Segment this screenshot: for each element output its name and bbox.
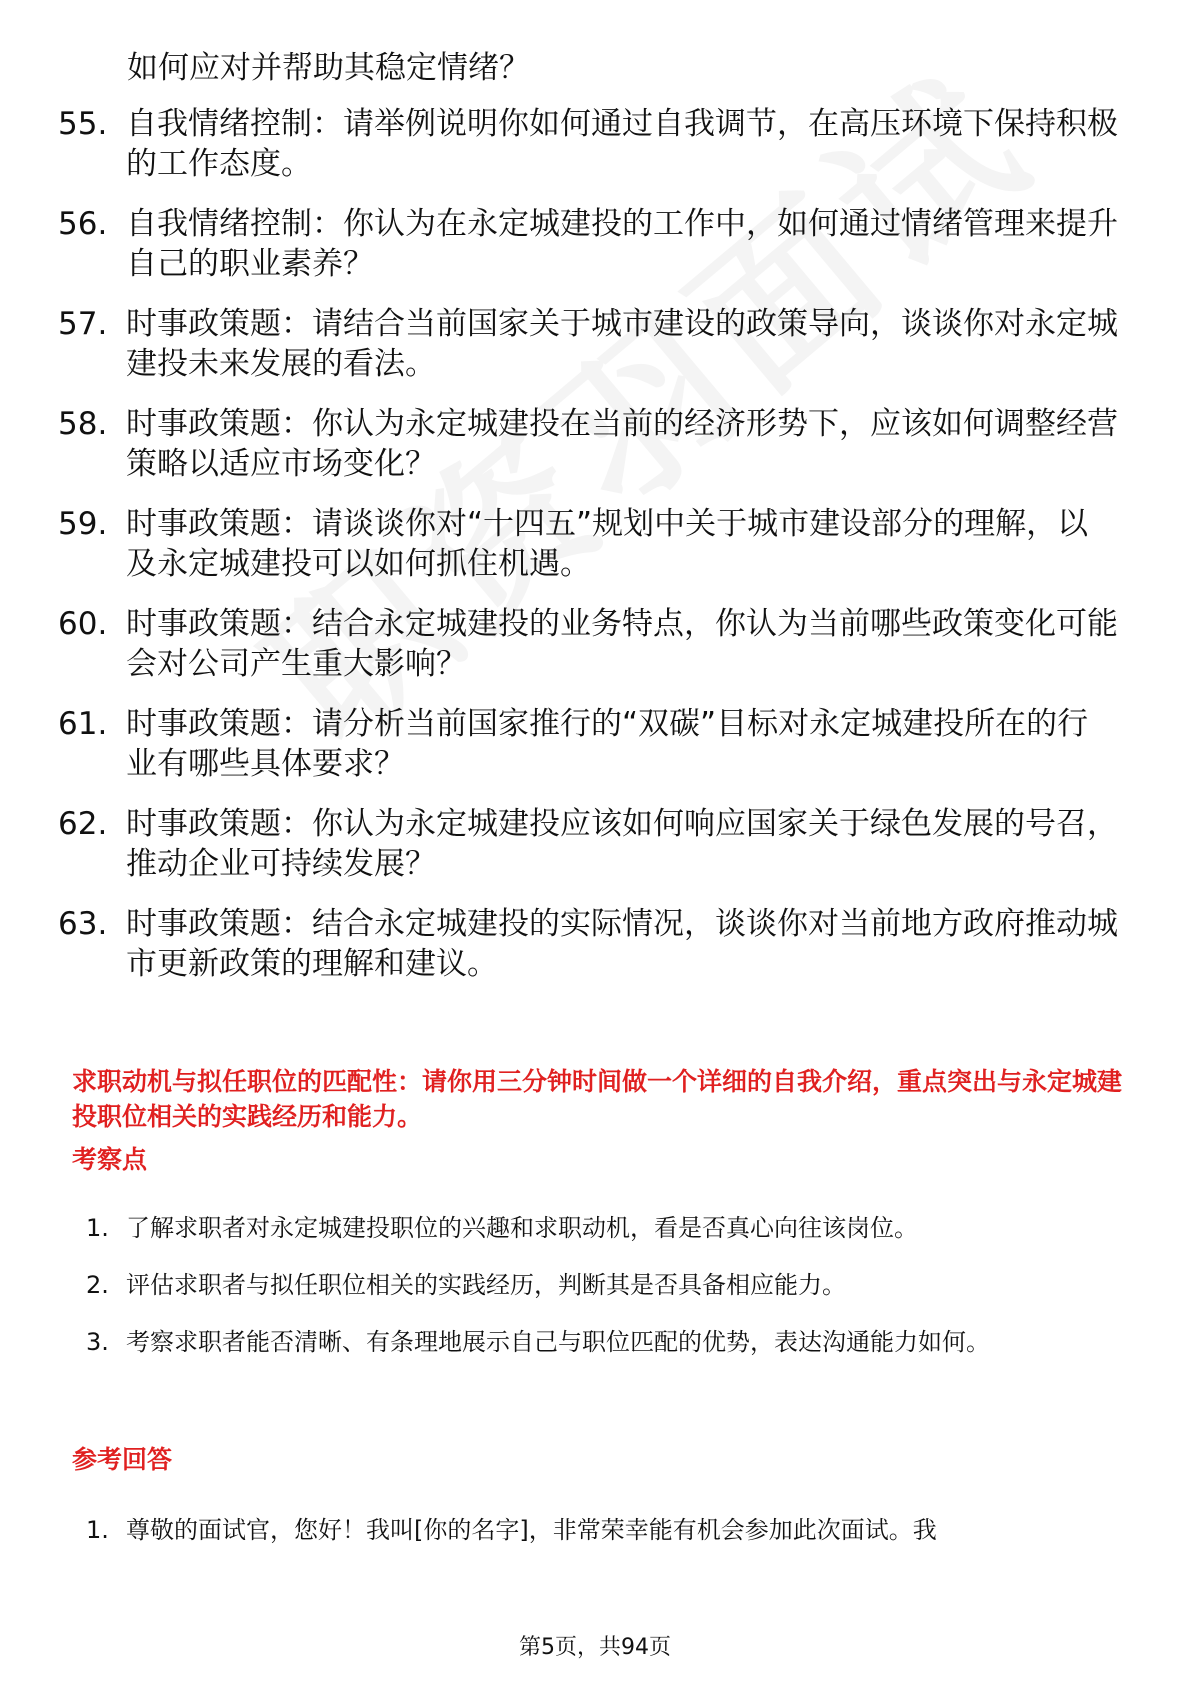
item-number: 1. <box>86 1516 109 1544</box>
list-item <box>86 1314 1126 1371</box>
item-text: 考察求职者能否清晰、有条理地展示自己与职位匹配的优势，表达沟通能力如何。 <box>126 1328 990 1356</box>
question-list <box>58 104 1118 1004</box>
question-item <box>58 504 1118 584</box>
observation-list <box>86 1200 1126 1371</box>
question-text: 时事政策题：你认为永定城建投在当前的经济形势下，应该如何调整经营策略以适应市场变化？ <box>126 406 1118 482</box>
item-number: 2. <box>86 1271 109 1299</box>
question-number: 59. <box>58 506 108 542</box>
question-item <box>58 904 1118 984</box>
question-item <box>58 104 1118 184</box>
question-text: 时事政策题：请结合当前国家关于城市建设的政策导向，谈谈你对永定城建投未来发展的看法。 <box>126 306 1118 382</box>
list-item <box>86 1502 1126 1559</box>
question-item <box>58 304 1118 384</box>
question-number: 60. <box>58 606 108 642</box>
item-number: 1. <box>86 1214 109 1242</box>
question-text: 自我情绪控制：你认为在永定城建投的工作中，如何通过情绪管理来提升自己的职业素养？ <box>126 206 1118 282</box>
question-item <box>58 704 1118 784</box>
reference-list <box>86 1502 1126 1559</box>
reference-label: 参考回答 <box>72 1445 173 1474</box>
question-number: 56. <box>58 206 108 242</box>
question-text: 时事政策题：你认为永定城建投应该如何响应国家关于绿色发展的号召，推动企业可持续发展？ <box>126 806 1118 882</box>
page-footer: 第5页，共94页 <box>519 1635 671 1660</box>
question-number: 55. <box>58 106 108 142</box>
question-text: 时事政策题：请谈谈你对“十四五”规划中关于城市建设部分的理解，以及永定城建投可以如何抓住机遇。 <box>126 506 1089 582</box>
question-text: 自我情绪控制：请举例说明你如何通过自我调节，在高压环境下保持积极的工作态度。 <box>126 106 1118 182</box>
question-item <box>58 404 1118 484</box>
question-text: 时事政策题：结合永定城建投的实际情况，谈谈你对当前地方政府推动城市更新政策的理解和建议。 <box>126 906 1118 982</box>
question-item <box>58 604 1118 684</box>
question-text: 时事政策题：请分析当前国家推行的“双碳”目标对永定城建投所在的行业有哪些具体要求？ <box>126 706 1089 782</box>
question-number: 57. <box>58 306 108 342</box>
observation-label: 考察点 <box>72 1145 148 1174</box>
item-number: 3. <box>86 1328 109 1356</box>
continuation-line: 如何应对并帮助其稳定情绪？ <box>127 50 530 86</box>
list-item <box>86 1257 1126 1314</box>
question-number: 61. <box>58 706 108 742</box>
question-number: 63. <box>58 906 108 942</box>
question-item <box>58 204 1118 284</box>
question-number: 62. <box>58 806 108 842</box>
question-number: 58. <box>58 406 108 442</box>
question-text: 时事政策题：结合永定城建投的业务特点，你认为当前哪些政策变化可能会对公司产生重大影响？ <box>126 606 1118 682</box>
item-text: 尊敬的面试官，您好！我叫[你的名字]，非常荣幸能有机会参加此次面试。我 <box>126 1516 937 1544</box>
item-text: 评估求职者与拟任职位相关的实践经历，判断其是否具备相应能力。 <box>126 1271 846 1299</box>
question-item <box>58 804 1118 884</box>
list-item <box>86 1200 1126 1257</box>
section-heading: 求职动机与拟任职位的匹配性：请你用三分钟时间做一个详细的自我介绍，重点突出与永定城建投职位相关的实践经历和能力。 <box>72 1067 1123 1131</box>
item-text: 了解求职者对永定城建投职位的兴趣和求职动机，看是否真心向往该岗位。 <box>126 1214 918 1242</box>
